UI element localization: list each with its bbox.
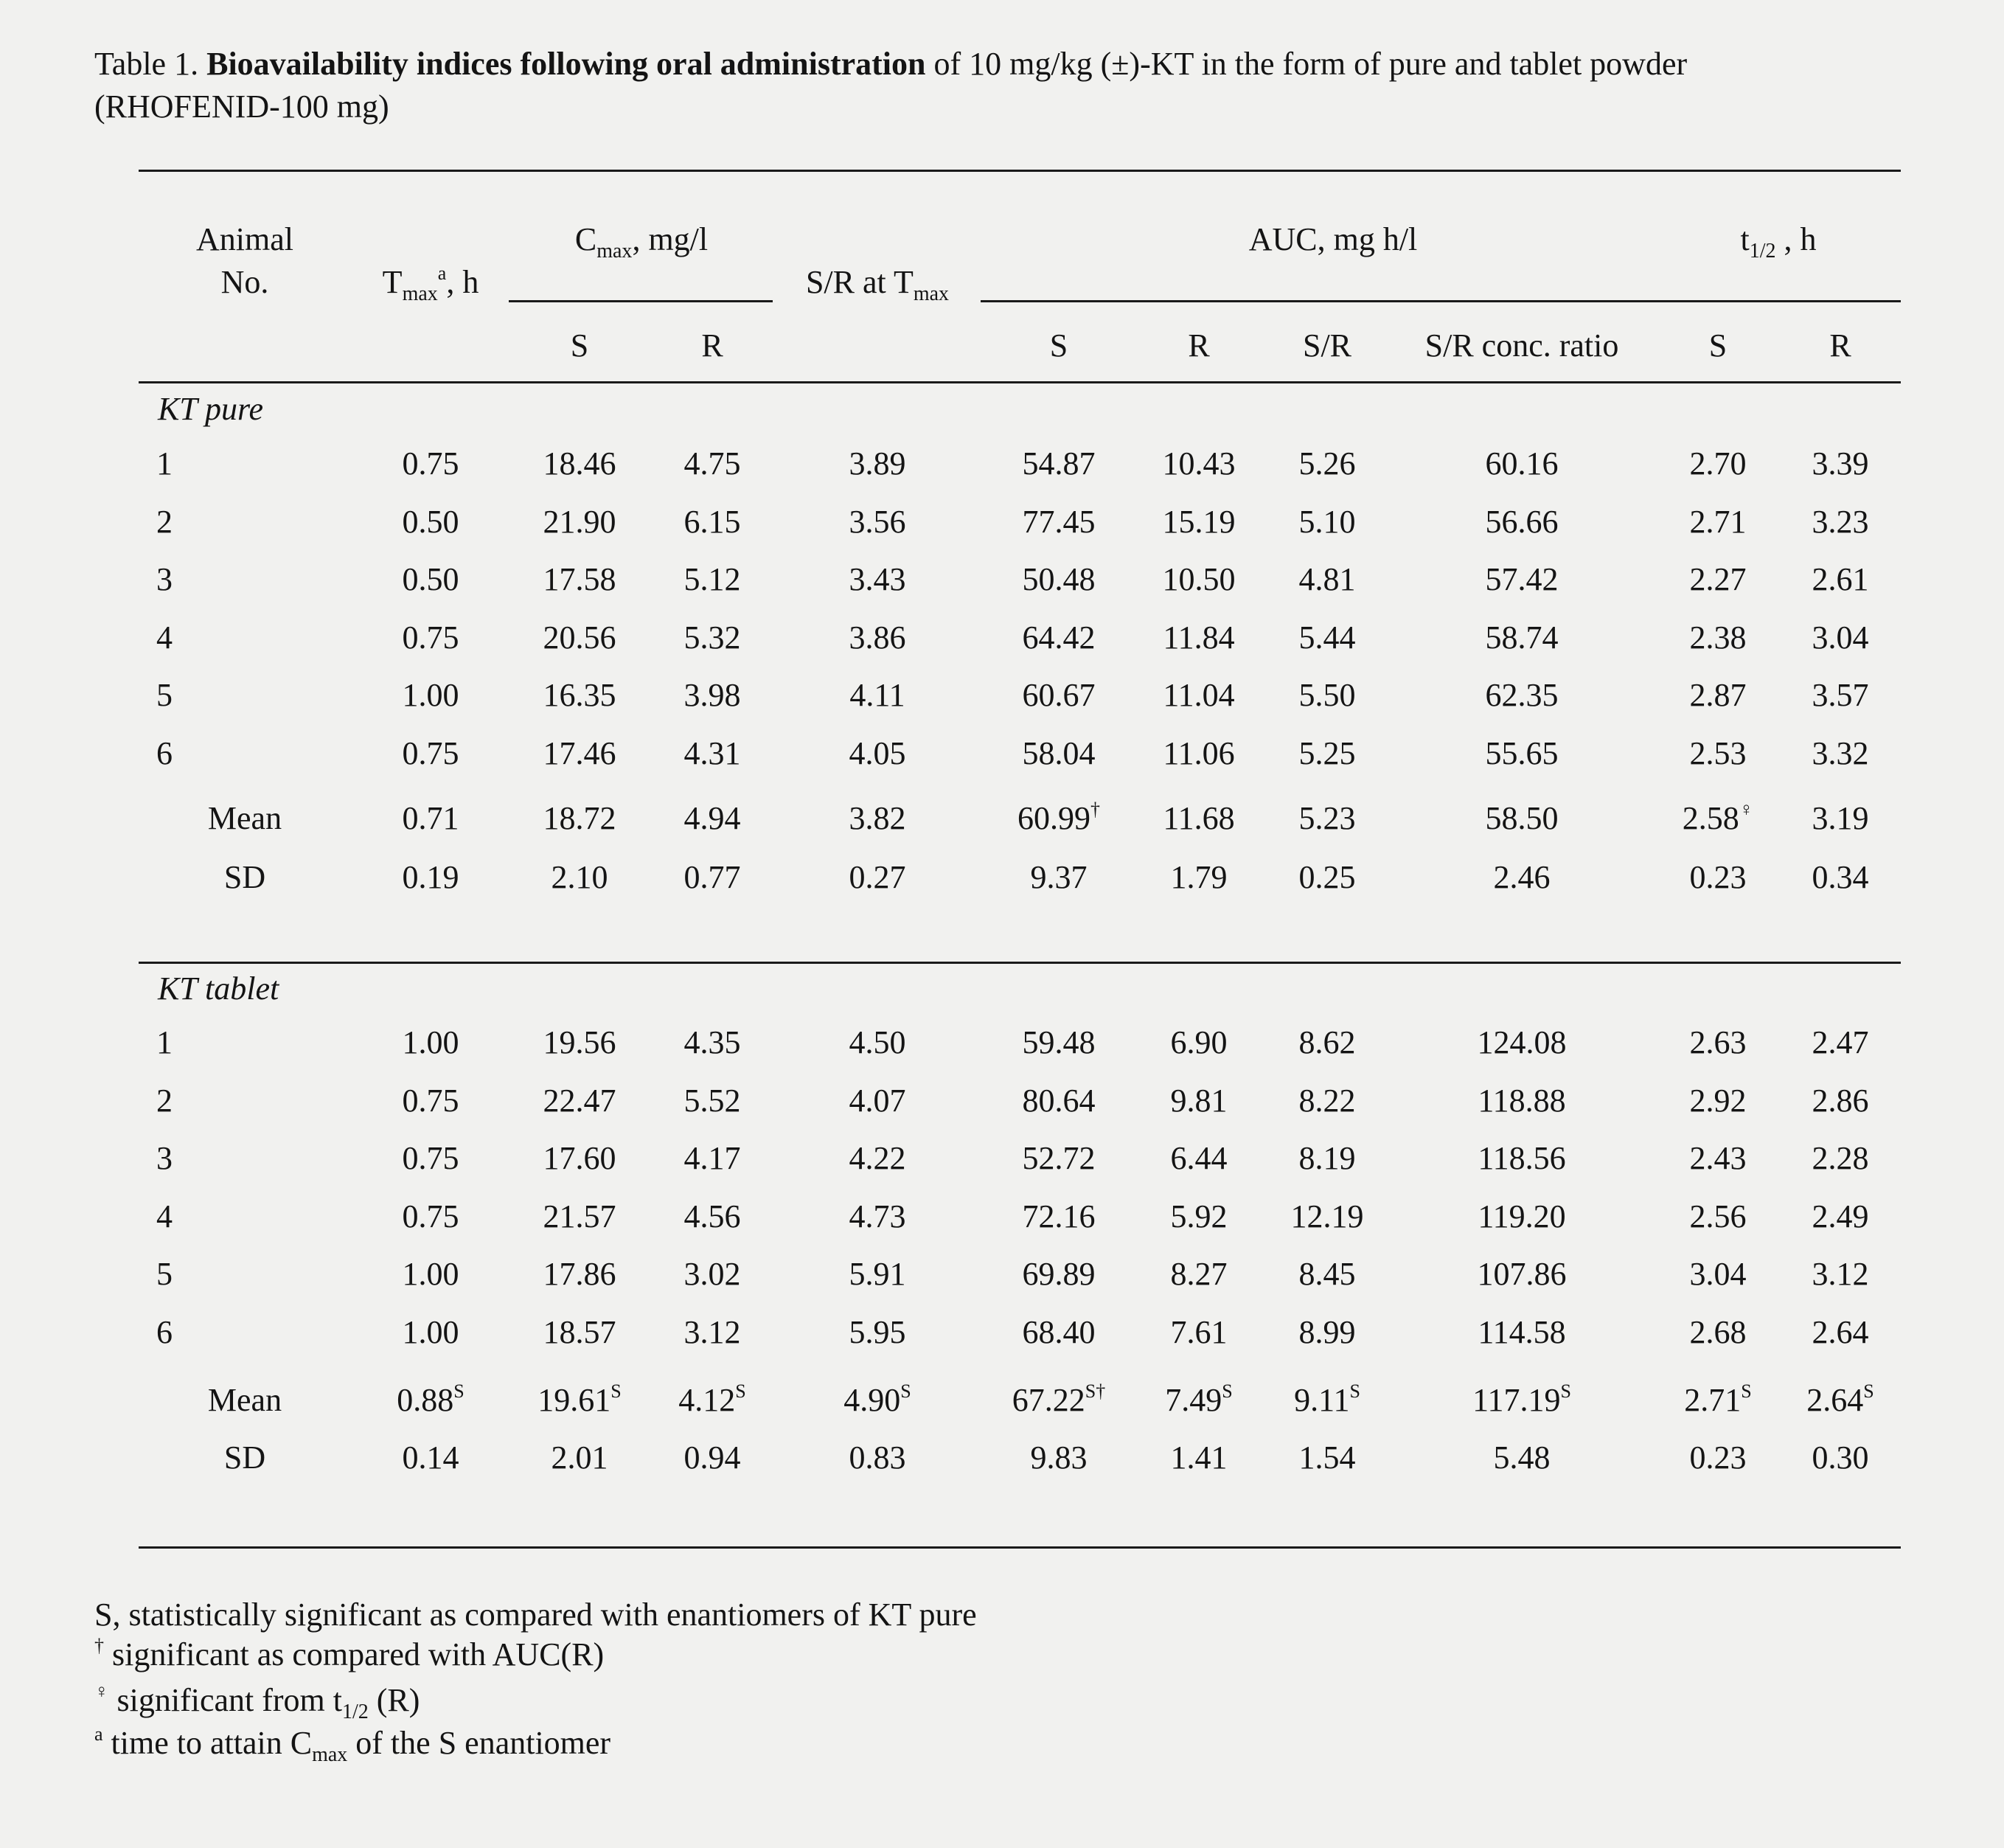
tablet-mean-cmax-r: $4.12^S$	[678, 1380, 746, 1418]
pure-row-1-cmax-r: 4.75	[683, 445, 741, 482]
tablet-mean-auc-r: $7.49^S$	[1165, 1380, 1233, 1418]
tablet-row-4-cmax-s: 21.57	[543, 1198, 616, 1234]
pure-row-4-auc-sr: 5.44	[1298, 619, 1356, 656]
significance-mark: S	[900, 1380, 911, 1402]
pure-row-4-thalf-s: 2.38	[1689, 619, 1747, 656]
tablet-row-2-sr-conc-ratio: 118.88	[1478, 1082, 1566, 1119]
tablet-row-6-auc-s: 68.40	[1022, 1313, 1096, 1350]
pure-row-5-animal-no: 5	[156, 677, 173, 713]
pure-row-5-sr-conc-ratio: 62.35	[1485, 677, 1559, 713]
pure-sd-sr-at-tmax: 0.27	[849, 859, 906, 895]
tablet-row-4-thalf-s: 2.56	[1689, 1198, 1747, 1234]
footnote-a: $^a$ time to attain $C_{max}$ of the S enantiomer	[94, 1723, 611, 1766]
pure-row-5-thalf-s: 2.87	[1689, 677, 1747, 713]
pure-row-3-sr-at-tmax: 3.43	[849, 561, 906, 597]
tablet-row-2-animal-no: 2	[156, 1082, 173, 1119]
section-title-tablet: KT tablet	[158, 970, 279, 1007]
tablet-row-2-cmax-s: 22.47	[543, 1082, 616, 1119]
footnote-dagger: † significant as compared with AUC(R)	[94, 1635, 605, 1672]
pure-sd-auc-r: 1.79	[1170, 859, 1228, 895]
tablet-row-1-thalf-r: 2.47	[1812, 1024, 1869, 1060]
pure-row-2-cmax-r: 6.15	[683, 503, 741, 540]
pure-sd-cmax-r: 0.77	[683, 859, 741, 895]
tablet-row-2-auc-s: 80.64	[1022, 1082, 1096, 1119]
tablet-row-2-auc-sr: 8.22	[1298, 1082, 1356, 1119]
pure-row-1-auc-s: 54.87	[1022, 445, 1096, 482]
pure-row-4-animal-no: 4	[156, 619, 173, 656]
tablet-row-6-cmax-r: 3.12	[683, 1313, 741, 1350]
significance-mark: ♀	[1739, 799, 1754, 820]
bottom-rule	[139, 1546, 1901, 1549]
pure-row-6-sr-at-tmax: 4.05	[849, 734, 906, 771]
header-animal: Animal	[196, 221, 293, 257]
pure-row-1-thalf-r: 3.39	[1812, 445, 1869, 482]
pure-row-2-sr-at-tmax: 3.56	[849, 503, 906, 540]
pure-row-6-sr-conc-ratio: 55.65	[1485, 734, 1559, 771]
auc-thalf-rule	[981, 300, 1901, 302]
tablet-row-4-animal-no: 4	[156, 1198, 173, 1234]
pure-sd-thalf-r: 0.34	[1812, 859, 1869, 895]
tablet-row-6-cmax-s: 18.57	[543, 1313, 616, 1350]
pure-row-4-thalf-r: 3.04	[1812, 619, 1869, 656]
header-sr-tmax: S/R at $T_{max}$	[805, 264, 950, 305]
tablet-row-1-thalf-s: 2.63	[1689, 1024, 1747, 1060]
header-animal-no: No.	[220, 264, 269, 300]
tablet-row-1-auc-r: 6.90	[1170, 1024, 1228, 1060]
tablet-row-6-auc-r: 7.61	[1170, 1313, 1228, 1350]
pure-row-1-sr-at-tmax: 3.89	[849, 445, 906, 482]
caption-rest-2: (RHOFENID-100 mg)	[94, 88, 389, 125]
tablet-sd-cmax-r: 0.94	[683, 1439, 741, 1476]
tablet-row-3-sr-at-tmax: 4.22	[849, 1140, 906, 1176]
tablet-sd-auc-s: 9.83	[1030, 1439, 1088, 1476]
significance-mark: S	[1349, 1380, 1360, 1402]
pure-row-5-auc-r: 11.04	[1163, 677, 1235, 713]
pure-row-6-cmax-r: 4.31	[683, 734, 741, 771]
pure-row-4-sr-conc-ratio: 58.74	[1485, 619, 1559, 656]
tablet-row-1-animal-no: 1	[156, 1024, 173, 1060]
tablet-sd-thalf-r: 0.30	[1812, 1439, 1869, 1476]
pure-row-3-auc-s: 50.48	[1022, 561, 1096, 597]
tablet-row-4-tmax: 0.75	[402, 1198, 459, 1234]
pure-row-3-auc-sr: 4.81	[1298, 561, 1356, 597]
tablet-mean-thalf-r: $2.64^S$	[1806, 1380, 1874, 1418]
tablet-sd-tmax: 0.14	[402, 1439, 459, 1476]
tablet-row-4-auc-r: 5.92	[1170, 1198, 1228, 1234]
significance-mark: S	[453, 1380, 465, 1402]
section-title-pure: KT pure	[158, 391, 264, 427]
pure-mean-cmax-s: 18.72	[543, 800, 616, 836]
significance-mark: S	[1741, 1380, 1752, 1402]
header-tmax: $T_{max}^a$, h	[382, 263, 479, 305]
pure-row-3-auc-r: 10.50	[1162, 561, 1236, 597]
tablet-row-5-cmax-r: 3.02	[683, 1256, 741, 1292]
tablet-sd-auc-sr: 1.54	[1298, 1439, 1356, 1476]
pure-row-1-animal-no: 1	[156, 445, 173, 482]
tablet-row-6-sr-conc-ratio: 114.58	[1478, 1313, 1566, 1350]
tablet-sd-auc-r: 1.41	[1170, 1439, 1228, 1476]
tablet-row-3-auc-s: 52.72	[1022, 1140, 1096, 1176]
tablet-row-4-sr-at-tmax: 4.73	[849, 1198, 906, 1234]
tablet-row-3-auc-sr: 8.19	[1298, 1140, 1356, 1176]
pure-row-5-thalf-r: 3.57	[1812, 677, 1869, 713]
pure-mean-auc-s: 60.99†	[1017, 799, 1100, 836]
pure-row-3-thalf-s: 2.27	[1689, 561, 1747, 597]
pure-row-6-tmax: 0.75	[402, 734, 459, 771]
pure-row-2-auc-s: 77.45	[1022, 503, 1096, 540]
tablet-row-4-auc-sr: 12.19	[1290, 1198, 1364, 1234]
subheader-cmax-r: R	[701, 327, 723, 364]
tablet-mean-auc-sr: $9.11^S$	[1294, 1380, 1360, 1418]
pure-row-5-auc-s: 60.67	[1022, 677, 1096, 713]
tablet-row-6-thalf-r: 2.64	[1812, 1313, 1869, 1350]
tablet-row-4-cmax-r: 4.56	[683, 1198, 741, 1234]
tablet-row-5-sr-conc-ratio: 107.86	[1477, 1256, 1567, 1292]
tablet-sd-label: SD	[223, 1439, 266, 1476]
tablet-sd-sr-conc-ratio: 5.48	[1493, 1439, 1551, 1476]
tablet-row-5-thalf-r: 3.12	[1812, 1256, 1869, 1292]
pure-row-3-tmax: 0.50	[402, 561, 459, 597]
pure-row-1-tmax: 0.75	[402, 445, 459, 482]
tablet-row-6-animal-no: 6	[156, 1313, 173, 1350]
pure-row-3-thalf-r: 2.61	[1812, 561, 1869, 597]
table-caption	[94, 43, 1952, 128]
pure-row-2-cmax-s: 21.90	[543, 503, 616, 540]
tablet-row-2-thalf-s: 2.92	[1689, 1082, 1747, 1119]
tablet-row-5-sr-at-tmax: 5.91	[849, 1256, 906, 1292]
pure-mean-label: Mean	[207, 800, 282, 836]
pure-row-5-auc-sr: 5.50	[1298, 677, 1356, 713]
header-thalf: $t_{1/2}$ , h	[1740, 221, 1817, 263]
tablet-row-1-cmax-s: 19.56	[543, 1024, 616, 1060]
tablet-row-3-sr-conc-ratio: 118.56	[1478, 1140, 1566, 1176]
pure-sd-tmax: 0.19	[402, 859, 459, 895]
tablet-row-3-thalf-r: 2.28	[1812, 1140, 1869, 1176]
pure-row-4-cmax-r: 5.32	[683, 619, 741, 656]
pure-row-1-thalf-s: 2.70	[1689, 445, 1747, 482]
pure-row-2-animal-no: 2	[156, 503, 173, 540]
pure-mean-sr-at-tmax: 3.82	[849, 800, 906, 836]
subheader-auc-s: S	[1049, 327, 1068, 364]
tablet-mean-cmax-s: $19.61^S$	[537, 1380, 622, 1418]
significance-mark: S†	[1085, 1380, 1106, 1402]
pure-sd-thalf-s: 0.23	[1689, 859, 1747, 895]
subheader-thalf-s: S	[1708, 327, 1728, 364]
tablet-row-5-auc-r: 8.27	[1170, 1256, 1228, 1292]
pure-row-6-animal-no: 6	[156, 734, 173, 771]
pure-row-4-auc-r: 11.84	[1163, 619, 1235, 656]
tablet-row-2-tmax: 0.75	[402, 1082, 459, 1119]
tablet-row-4-sr-conc-ratio: 119.20	[1478, 1198, 1566, 1234]
pure-row-1-sr-conc-ratio: 60.16	[1485, 445, 1559, 482]
pure-row-6-auc-r: 11.06	[1163, 734, 1235, 771]
pure-row-4-tmax: 0.75	[402, 619, 459, 656]
caption-label: Table 1.	[94, 46, 199, 82]
tablet-row-1-auc-s: 59.48	[1022, 1024, 1096, 1060]
significance-mark: S	[735, 1380, 746, 1402]
tablet-row-1-tmax: 1.00	[402, 1024, 459, 1060]
tablet-row-2-thalf-r: 2.86	[1812, 1082, 1869, 1119]
tablet-row-3-tmax: 0.75	[402, 1140, 459, 1176]
tablet-sd-thalf-s: 0.23	[1689, 1439, 1747, 1476]
pure-row-1-auc-r: 10.43	[1162, 445, 1236, 482]
pure-row-2-thalf-s: 2.71	[1689, 503, 1747, 540]
caption-bold: Bioavailability indices following oral administration	[206, 46, 926, 82]
pure-sd-cmax-s: 2.10	[551, 859, 608, 895]
pure-mean-thalf-s: 2.58♀	[1682, 799, 1754, 836]
tablet-row-2-cmax-r: 5.52	[683, 1082, 741, 1119]
pure-mean-tmax: 0.71	[402, 800, 459, 836]
subheader-auc-sr: S/R	[1302, 327, 1352, 364]
subheader-cmax-s: S	[570, 327, 589, 364]
tablet-mean-auc-s: $67.22^{S\dagger}$	[1012, 1380, 1106, 1418]
pure-row-5-cmax-r: 3.98	[683, 677, 741, 713]
pure-row-3-cmax-s: 17.58	[543, 561, 616, 597]
header-bottom-rule	[139, 381, 1901, 383]
tablet-sd-sr-at-tmax: 0.83	[849, 1439, 906, 1476]
significance-mark: S	[1222, 1380, 1233, 1402]
tablet-row-2-auc-r: 9.81	[1170, 1082, 1228, 1119]
pure-row-4-sr-at-tmax: 3.86	[849, 619, 906, 656]
significance-mark: S	[1863, 1380, 1874, 1402]
pure-row-2-auc-r: 15.19	[1162, 503, 1236, 540]
pure-mean-auc-r: 11.68	[1163, 800, 1235, 836]
pure-row-2-auc-sr: 5.10	[1298, 503, 1356, 540]
tablet-mean-sr-conc-ratio: $117.19^S$	[1472, 1380, 1571, 1418]
tablet-row-1-sr-conc-ratio: 124.08	[1477, 1024, 1567, 1060]
pure-mean-sr-conc-ratio: 58.50	[1485, 800, 1559, 836]
pure-mean-cmax-r: 4.94	[683, 800, 741, 836]
tablet-sd-cmax-s: 2.01	[551, 1439, 608, 1476]
tablet-row-6-sr-at-tmax: 5.95	[849, 1313, 906, 1350]
pure-row-5-tmax: 1.00	[402, 677, 459, 713]
pure-row-6-auc-sr: 5.25	[1298, 734, 1356, 771]
pure-row-3-animal-no: 3	[156, 561, 173, 597]
footnote-female: ♀ significant from $t_{1/2}$ (R)	[94, 1681, 420, 1723]
tablet-row-2-sr-at-tmax: 4.07	[849, 1082, 906, 1119]
significance-mark: S	[1560, 1380, 1571, 1402]
tablet-row-6-auc-sr: 8.99	[1298, 1313, 1356, 1350]
tablet-row-3-auc-r: 6.44	[1170, 1140, 1228, 1176]
caption-rest: of 10 mg/kg (±)-KT in the form of pure and tablet powder	[933, 46, 1688, 82]
subheader-thalf-r: R	[1829, 327, 1851, 364]
tablet-row-4-auc-s: 72.16	[1022, 1198, 1096, 1234]
pure-row-3-sr-conc-ratio: 57.42	[1485, 561, 1559, 597]
pure-mean-thalf-r: 3.19	[1812, 800, 1869, 836]
subheader-srconc: S/R conc. ratio	[1424, 327, 1619, 364]
pure-mean-auc-sr: 5.23	[1298, 800, 1356, 836]
pure-row-6-thalf-s: 2.53	[1689, 734, 1747, 771]
tablet-mean-sr-at-tmax: $4.90^S$	[843, 1380, 911, 1418]
footnote-s: S, statistically significant as compared with enantiomers of KT pure	[94, 1597, 977, 1633]
tablet-row-5-thalf-s: 3.04	[1689, 1256, 1747, 1292]
pure-row-6-thalf-r: 3.32	[1812, 734, 1869, 771]
pure-sd-label: SD	[223, 859, 266, 895]
pure-sd-auc-sr: 0.25	[1298, 859, 1356, 895]
tablet-row-3-cmax-s: 17.60	[543, 1140, 616, 1176]
tablet-row-1-sr-at-tmax: 4.50	[849, 1024, 906, 1060]
subheader-auc-r: R	[1188, 327, 1210, 364]
pure-row-4-cmax-s: 20.56	[543, 619, 616, 656]
tablet-row-3-cmax-r: 4.17	[683, 1140, 741, 1176]
tablet-mean-tmax: $0.88^S$	[397, 1380, 465, 1418]
pure-row-1-auc-sr: 5.26	[1298, 445, 1356, 482]
tablet-mean-thalf-s: $2.71^S$	[1684, 1380, 1752, 1418]
pure-sd-auc-s: 9.37	[1030, 859, 1088, 895]
pure-row-1-cmax-s: 18.46	[543, 445, 616, 482]
top-rule	[139, 170, 1901, 172]
header-auc: AUC, mg h/l	[1248, 221, 1418, 257]
pure-row-3-cmax-r: 5.12	[683, 561, 741, 597]
pure-row-2-tmax: 0.50	[402, 503, 459, 540]
tablet-row-3-thalf-s: 2.43	[1689, 1140, 1747, 1176]
pure-row-4-auc-s: 64.42	[1022, 619, 1096, 656]
pure-row-5-cmax-s: 16.35	[543, 677, 616, 713]
tablet-row-5-animal-no: 5	[156, 1256, 173, 1292]
tablet-mean-label: Mean	[207, 1382, 282, 1418]
pure-row-2-thalf-r: 3.23	[1812, 503, 1869, 540]
tablet-row-6-tmax: 1.00	[402, 1313, 459, 1350]
tablet-row-5-auc-s: 69.89	[1022, 1256, 1096, 1292]
pure-row-6-auc-s: 58.04	[1022, 734, 1096, 771]
tablet-row-1-cmax-r: 4.35	[683, 1024, 741, 1060]
tablet-row-4-thalf-r: 2.49	[1812, 1198, 1869, 1234]
tablet-row-6-thalf-s: 2.68	[1689, 1313, 1747, 1350]
tablet-row-5-tmax: 1.00	[402, 1256, 459, 1292]
section-rule	[139, 962, 1901, 964]
tablet-row-5-cmax-s: 17.86	[543, 1256, 616, 1292]
significance-mark: S	[610, 1380, 622, 1402]
pure-row-5-sr-at-tmax: 4.11	[849, 677, 905, 713]
tablet-row-5-auc-sr: 8.45	[1298, 1256, 1356, 1292]
cmax-rule	[509, 300, 773, 302]
pure-row-6-cmax-s: 17.46	[543, 734, 616, 771]
tablet-row-3-animal-no: 3	[156, 1140, 173, 1176]
significance-mark: †	[1090, 799, 1100, 820]
tablet-row-1-auc-sr: 8.62	[1298, 1024, 1356, 1060]
pure-sd-sr-conc-ratio: 2.46	[1493, 859, 1551, 895]
header-cmax: $C_{max}$, mg/l	[574, 221, 709, 263]
pure-row-2-sr-conc-ratio: 56.66	[1485, 503, 1559, 540]
